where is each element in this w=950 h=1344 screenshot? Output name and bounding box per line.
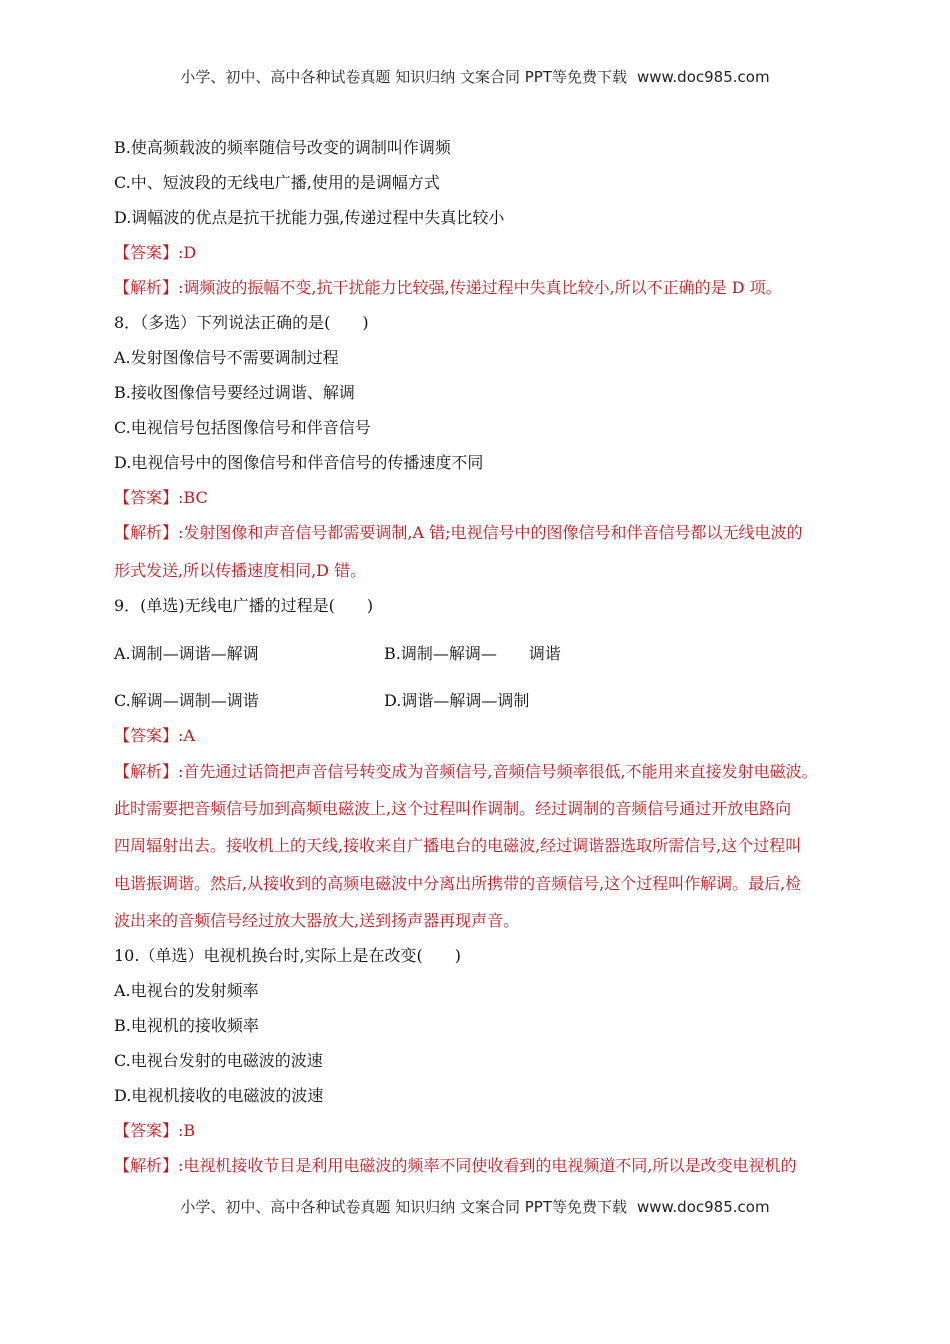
q9-option-d: D.调谐—解调—调制 <box>384 691 530 710</box>
header-text: 小学、初中、高中各种试卷真题 知识归纳 文案合同 PPT等免费下载 <box>180 68 627 86</box>
q7-option-d: D.调幅波的优点是抗干扰能力强,传递过程中失真比较小 <box>114 208 505 227</box>
q9-option-a: A.调制—调谐—解调 <box>114 644 259 663</box>
q7-option-b: B.使高频载波的频率随信号改变的调制叫作调频 <box>114 138 451 157</box>
q7-analysis-line: 【解析】:调频波的振幅不变,抗干扰能力比较强,传递过程中失真比较小,所以不正确的是 D 项。 <box>114 278 782 297</box>
page-header <box>0 66 950 87</box>
q9-analysis-line: 电谐振调谐。然后,从接收到的高频电磁波中分离出所携带的音频信号,这个过程叫作解调。最后,检 <box>114 874 802 893</box>
q9-analysis-line: 波出来的音频信号经过放大器放大,送到扬声器再现声音。 <box>114 911 520 930</box>
q8-option-a: A.发射图像信号不需要调制过程 <box>114 348 339 367</box>
q9-option-b: B.调制—解调— 调谐 <box>384 644 561 663</box>
q8-option-c: C.电视信号包括图像信号和伴音信号 <box>114 418 371 437</box>
q9-analysis-line: 此时需要把音频信号加到高频电磁波上,这个过程叫作调制。经过调制的音频信号通过开放电路向 <box>114 799 792 818</box>
q10-analysis-line: 【解析】:电视机接收节目是利用电磁波的频率不同使收看到的电视频道不同,所以是改变电视机的 <box>114 1156 797 1175</box>
header-url[interactable]: www.doc985.com <box>636 68 770 86</box>
q10-option-b: B.电视机的接收频率 <box>114 1016 259 1035</box>
q9-stem: 9．(单选)无线电广播的过程是( ) <box>114 596 374 615</box>
q8-answer: 【答案】:BC <box>114 488 208 507</box>
q9-answer: 【答案】:A <box>114 726 195 745</box>
q9-analysis-line: 【解析】:首先通过话筒把声音信号转变成为音频信号,音频信号频率很低,不能用来直接发射电磁波。 <box>114 762 818 781</box>
q10-option-a: A.电视台的发射频率 <box>114 981 259 1000</box>
q9-option-c: C.解调—调制—调谐 <box>114 691 259 710</box>
q10-option-c: C.电视台发射的电磁波的波速 <box>114 1051 323 1070</box>
footer-url[interactable]: www.doc985.com <box>636 1198 770 1216</box>
footer-text: 小学、初中、高中各种试卷真题 知识归纳 文案合同 PPT等免费下载 <box>180 1198 627 1216</box>
q8-option-b: B.接收图像信号要经过调谐、解调 <box>114 383 355 402</box>
q10-option-d: D.电视机接收的电磁波的波速 <box>114 1086 324 1105</box>
q9-analysis-line: 四周辐射出去。接收机上的天线,接收来自广播电台的电磁波,经过调谐器选取所需信号,这个过程叫 <box>114 836 802 855</box>
q8-analysis-line: 【解析】:发射图像和声音信号都需要调制,A 错;电视信号中的图像信号和伴音信号都以无线电波的 <box>114 523 803 542</box>
q10-answer: 【答案】:B <box>114 1121 196 1140</box>
q7-answer: 【答案】:D <box>114 243 197 262</box>
page-footer <box>0 1196 950 1217</box>
q8-analysis-line: 形式发送,所以传播速度相同,D 错。 <box>114 561 367 580</box>
q8-option-d: D.电视信号中的图像信号和伴音信号的传播速度不同 <box>114 453 484 472</box>
q8-stem: 8．（多选）下列说法正确的是( ) <box>114 313 369 332</box>
q10-stem: 10.（单选）电视机换台时,实际上是在改变( ) <box>114 946 462 965</box>
q7-option-c: C.中、短波段的无线电广播,使用的是调幅方式 <box>114 173 440 192</box>
